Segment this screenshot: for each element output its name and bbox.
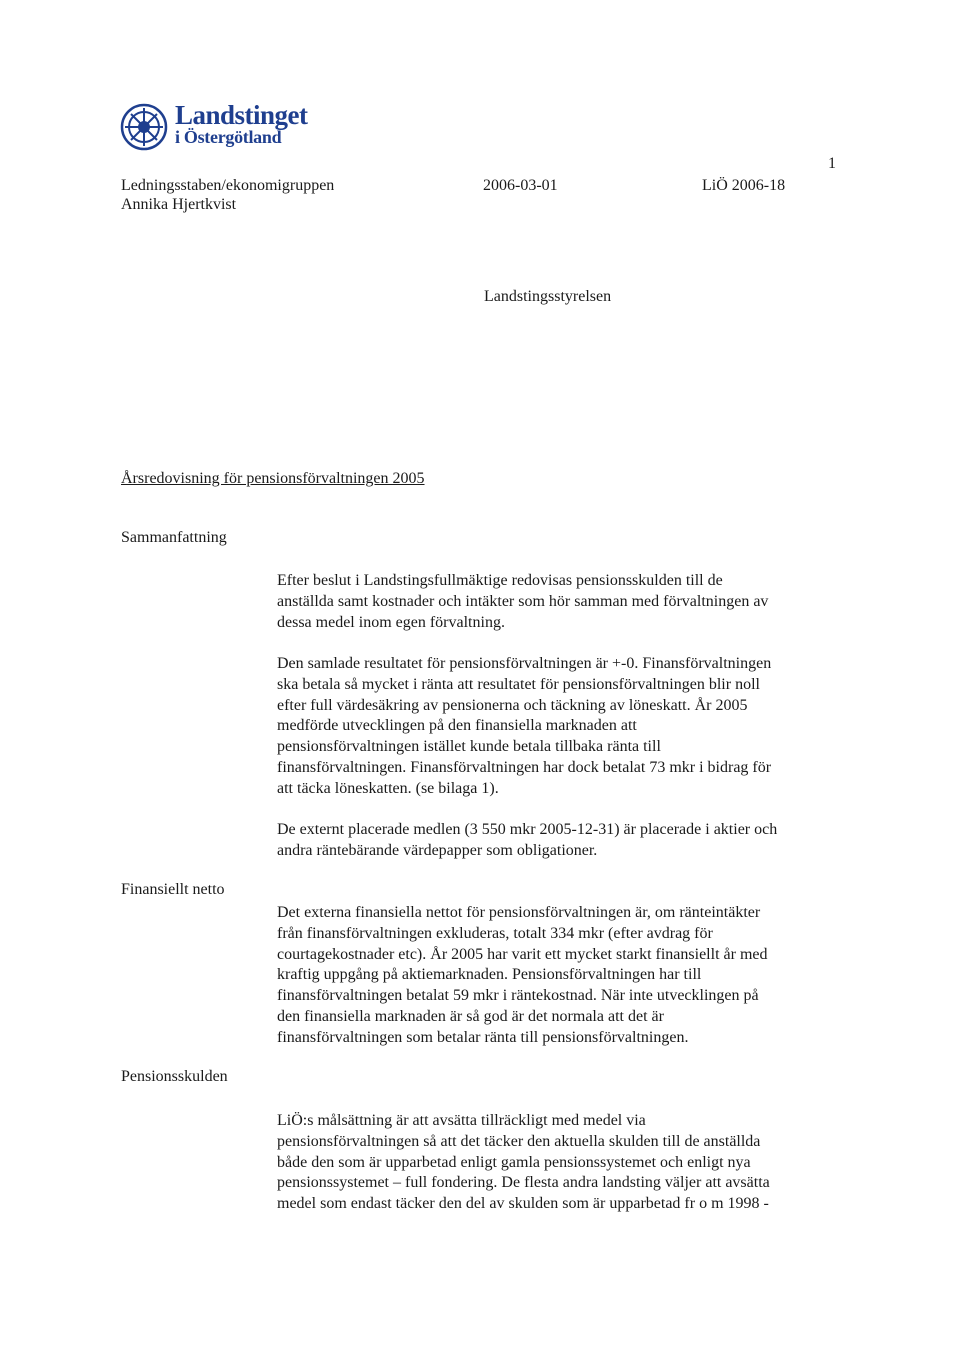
paragraph-line: medel som endast täcker den del av skulden som är upparbetad fr o m 1998 - (277, 1195, 769, 1213)
financial-net-paragraph (277, 903, 767, 1049)
paragraph-line: De externt placerade medlen (3 550 mkr 2005-12-31) är placerade i aktier och (277, 821, 778, 838)
author-name: Annika Hjertkvist (121, 196, 237, 213)
paragraph-line: från finansförvaltningen exkluderas, totalt 334 mkr (efter avdrag för (277, 924, 713, 942)
department-label: Ledningsstaben/ekonomigruppen (121, 177, 335, 194)
paragraph-line: Det externa finansiella nettot för pensionsförvaltningen är, om ränteintäkter (277, 904, 761, 921)
paragraph-line: kraftig uppgång på aktiemarknaden. Pensionsförvaltningen har till (277, 966, 702, 984)
summary-paragraph-2 (277, 654, 771, 800)
paragraph-line: anställda samt kostnader och intäkter som hör samman med förvaltningen av (277, 592, 769, 610)
paragraph-line: dessa medel inom egen förvaltning. (277, 613, 505, 631)
document-title: Årsredovisning för pensionsförvaltningen 2005 (121, 470, 425, 487)
section-heading-pension-debt: Pensionsskulden (121, 1068, 228, 1085)
logo-text-secondary: i Östergötland (175, 127, 282, 147)
paragraph-line: LiÖ:s målsättning är att avsätta tillräckligt med medel via (277, 1112, 646, 1129)
section-heading-summary: Sammanfattning (121, 529, 227, 546)
document-reference: LiÖ 2006-18 (702, 177, 786, 194)
section-heading-financial-net: Finansiellt netto (121, 881, 225, 898)
paragraph-line: den finansiella marknaden är så god är det normala att det är (277, 1007, 664, 1025)
page-number: 1 (828, 155, 836, 172)
paragraph-line: andra räntebärande värdepapper som obligationer. (277, 841, 598, 859)
paragraph-line: Den samlade resultatet för pensionsförvaltningen är +-0. Finansförvaltningen (277, 655, 772, 672)
paragraph-line: Efter beslut i Landstingsfullmäktige redovisas pensionsskulden till de (277, 572, 723, 589)
summary-paragraph-3 (277, 820, 777, 862)
paragraph-line: finansförvaltningen som betalar ränta till pensionsförvaltningen. (277, 1028, 689, 1046)
paragraph-line: finansförvaltningen betalat 59 mkr i räntekostnad. När inte utvecklingen på (277, 987, 759, 1005)
recipient: Landstingsstyrelsen (484, 288, 612, 305)
paragraph-line: pensionssystemet – full fondering. De flesta andra landsting väljer att avsätta (277, 1174, 770, 1192)
document-date: 2006-03-01 (483, 177, 558, 194)
paragraph-line: ska betala så mycket i ränta att resultatet för pensionsförvaltningen blir noll (277, 675, 760, 693)
paragraph-line: både den som är upparbetad enligt gamla pensionssystemet och enligt nya (277, 1153, 751, 1171)
organization-logo (119, 100, 339, 156)
paragraph-line: efter full värdesäkring av pensionerna och täckning av löneskatt. År 2005 (277, 696, 748, 714)
paragraph-line: pensionsförvaltningen istället kunde betala tillbaka ränta till (277, 738, 661, 756)
paragraph-line: finansförvaltningen. Finansförvaltningen har dock betalat 73 mkr i bidrag för (277, 758, 772, 776)
paragraph-line: pensionsförvaltningen så att det täcker den aktuella skulden till de anställda (277, 1132, 761, 1150)
logo-text-primary: Landstinget (175, 100, 308, 130)
summary-paragraph-1 (277, 571, 768, 633)
paragraph-line: medförde utvecklingen på den finansiella marknaden att (277, 717, 637, 735)
paragraph-line: att täcka löneskatten. (se bilaga 1). (277, 779, 499, 797)
pension-debt-paragraph (277, 1111, 770, 1215)
crown-emblem-icon (119, 102, 169, 152)
paragraph-line: courtagekostnader etc). År 2005 har varit ett mycket starkt finansiellt år med (277, 945, 768, 963)
